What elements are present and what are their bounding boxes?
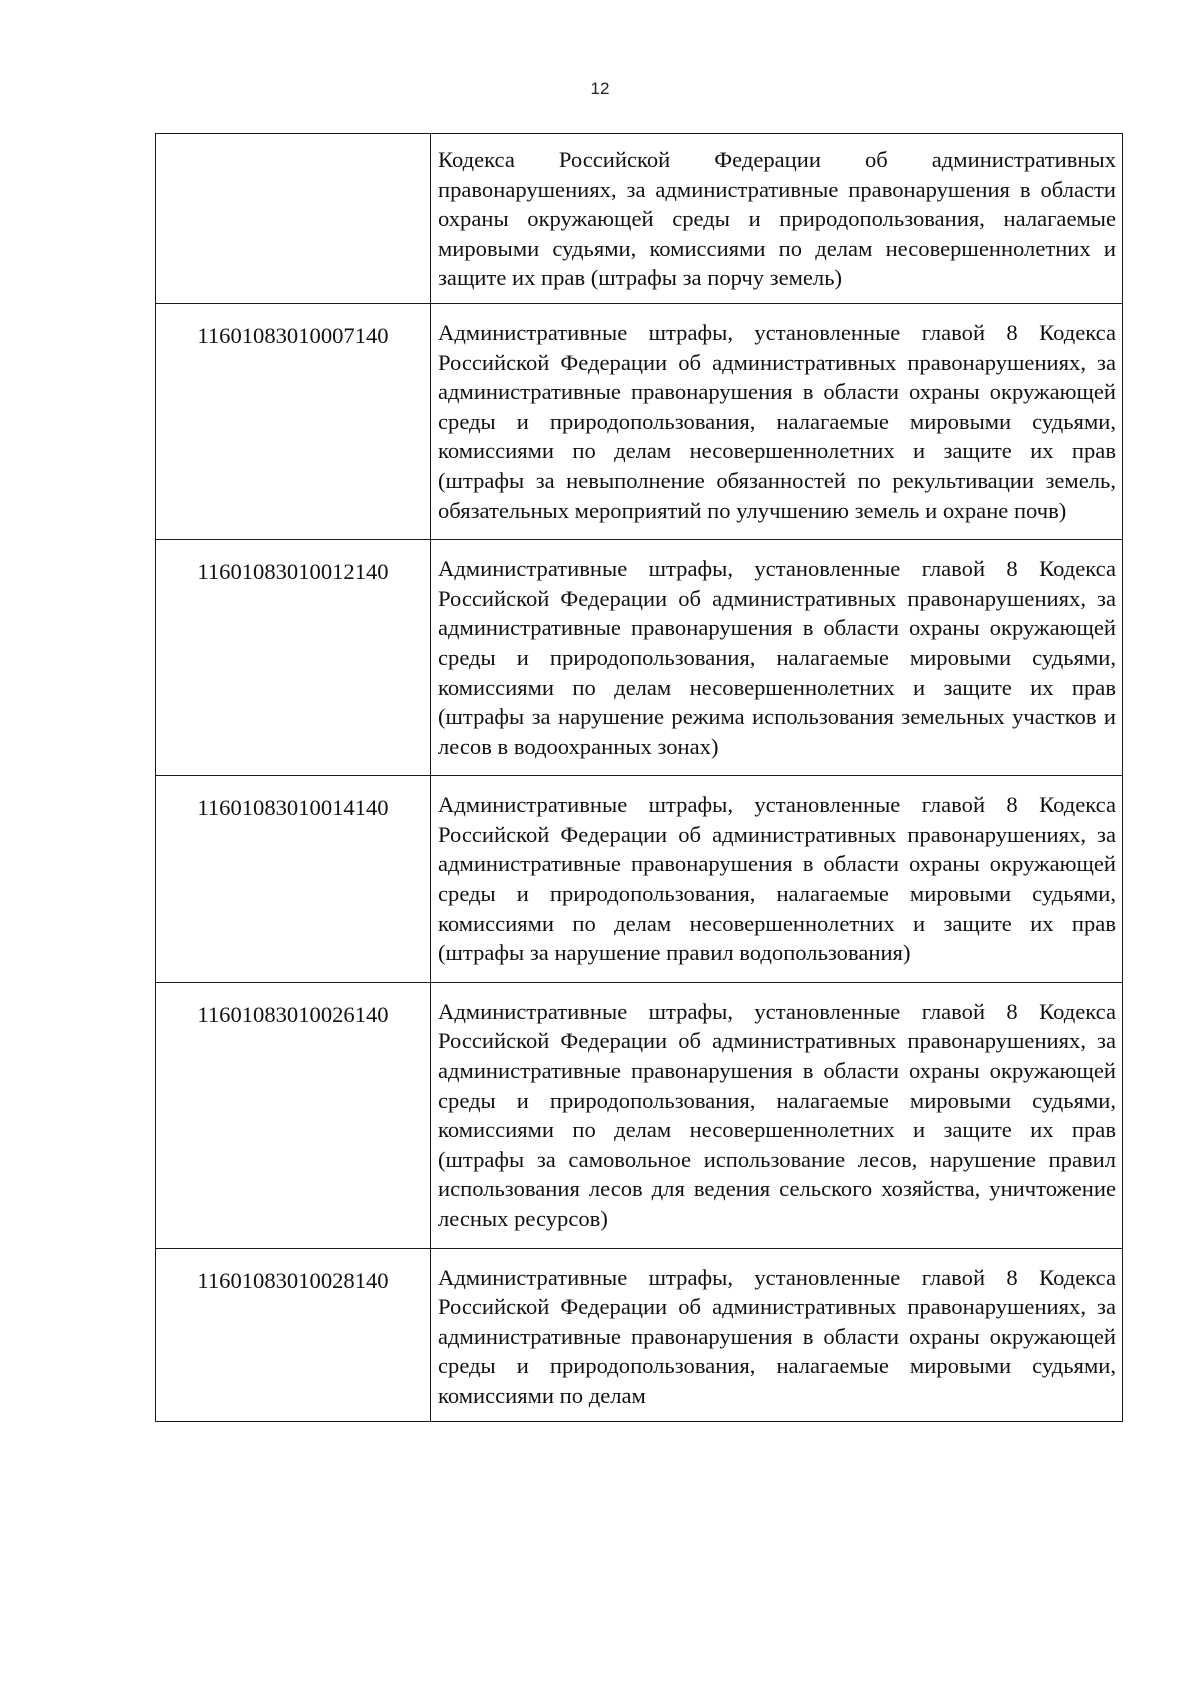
budget-codes-table [155,133,1123,1422]
table-row [156,982,1123,1248]
description-cell: Кодекса Российской Федерации об административных правонарушениях, за административные правонарушения в области охраны окружающей среды и природопользования, налагаемые мировыми судьями, комиссиями по делам несовершеннолетних и защите их прав (штрафы за порчу земель) [431,134,1123,304]
code-cell: 11601083010007140 [156,303,431,539]
table-row [156,134,1123,304]
description-cell: Административные штрафы, установленные главой 8 Кодекса Российской Федерации об административных правонарушениях, за административные правонарушения в области охраны окружающей среды и природопользования, налагаемые мировыми судьями, комиссиями по делам несовершеннолетних и защите их прав (штрафы за самовольное использование лесов, нарушение правил использования лесов для ведения сельского хозяйства, уничтожение лесных ресурсов) [431,982,1123,1248]
description-cell: Административные штрафы, установленные главой 8 Кодекса Российской Федерации об административных правонарушениях, за административные правонарушения в области охраны окружающей среды и природопользования, налагаемые мировыми судьями, комиссиями по делам несовершеннолетних и защите их прав (штрафы за нарушение режима использования земельных участков и лесов в водоохранных зонах) [431,540,1123,776]
code-cell [156,134,431,304]
code-cell: 11601083010012140 [156,540,431,776]
table-row [156,1248,1123,1421]
code-cell: 11601083010026140 [156,982,431,1248]
description-cell: Административные штрафы, установленные главой 8 Кодекса Российской Федерации об административных правонарушениях, за административные правонарушения в области охраны окружающей среды и природопользования, налагаемые мировыми судьями, комиссиями по делам несовершеннолетних и защите их прав (штрафы за нарушение правил водопользования) [431,776,1123,983]
code-cell: 11601083010028140 [156,1248,431,1421]
table-row [156,776,1123,983]
code-cell: 11601083010014140 [156,776,431,983]
page-number: 12 [590,79,610,98]
table-row [156,303,1123,539]
description-cell: Административные штрафы, установленные главой 8 Кодекса Российской Федерации об административных правонарушениях, за административные правонарушения в области охраны окружающей среды и природопользования, налагаемые мировыми судьями, комиссиями по делам [431,1248,1123,1421]
description-cell: Административные штрафы, установленные главой 8 Кодекса Российской Федерации об административных правонарушениях, за административные правонарушения в области охраны окружающей среды и природопользования, налагаемые мировыми судьями, комиссиями по делам несовершеннолетних и защите их прав (штрафы за невыполнение обязанностей по рекультивации земель, обязательных мероприятий по улучшению земель и охране почв) [431,303,1123,539]
table-row [156,540,1123,776]
